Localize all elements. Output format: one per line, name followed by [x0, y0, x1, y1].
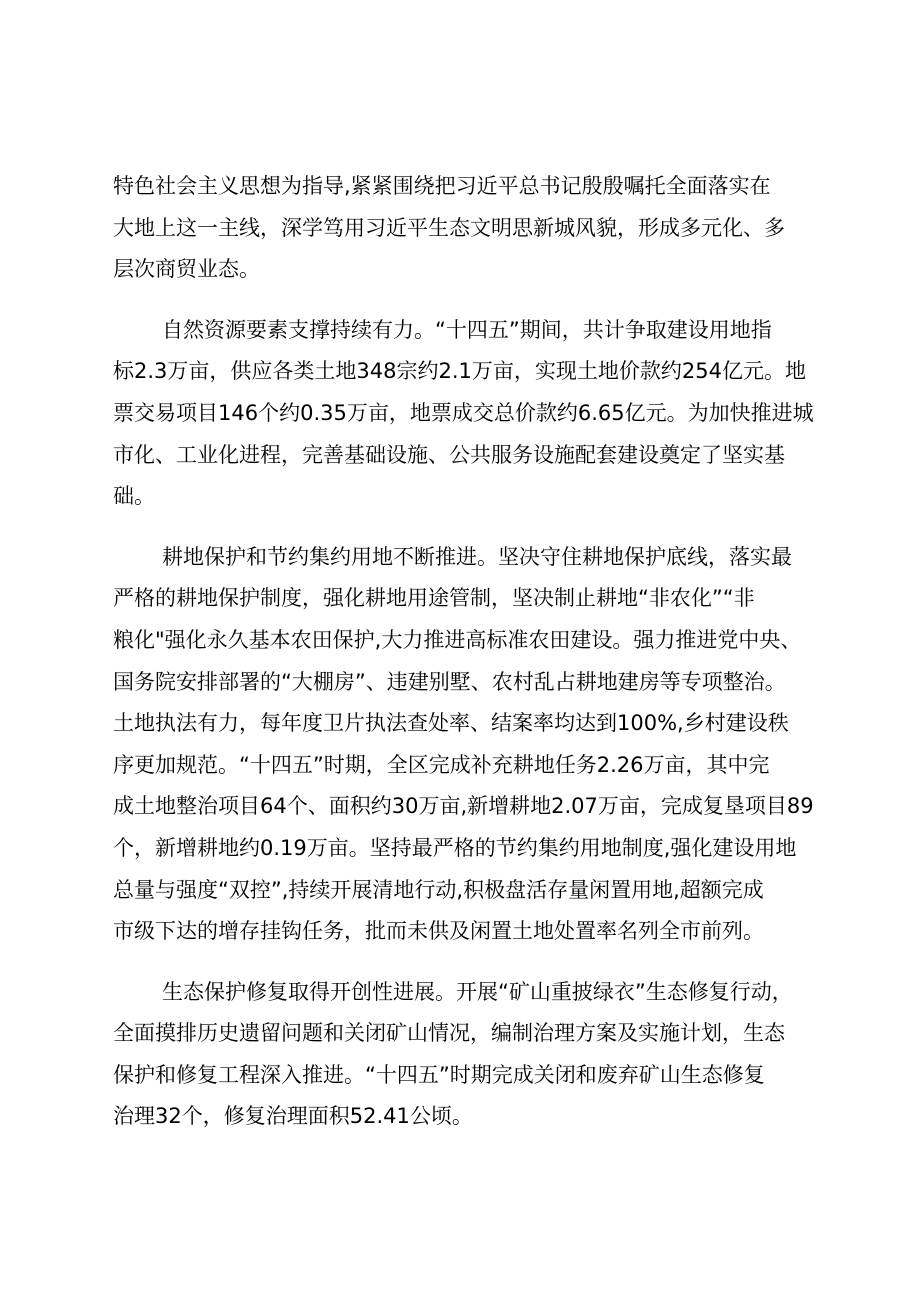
text-line: 市级下达的增存挂钩任务，批而未供及闲置土地处置率名列全市前列。 [113, 919, 764, 944]
text-line: 序更加规范。“十四五”时期，全区完成补充耕地任务2.26万亩，其中完 [113, 752, 770, 777]
text-line: 土地执法有力，每年度卫片执法查处率、结案率均达到100%,乡村建设秩 [113, 711, 789, 736]
text-line: 大地上这一主线，深学笃用习近平生态文明思新城风貌，形成多元化、多 [113, 215, 785, 240]
text-line: 层次商贸业态。 [113, 257, 260, 282]
text-line: 粮化"强化永久基本农田保护,大力推进高标准农田建设。强力推进党中央、 [113, 627, 802, 652]
text-line: 特色社会主义思想为指导,紧紧围绕把习近平总书记殷殷嘱托全面落实在 [113, 174, 771, 198]
text-line: 础。 [113, 484, 155, 509]
text-line: 治理32个，修复治理面积52.41公顷。 [113, 1104, 473, 1129]
paragraph-3 [113, 537, 813, 953]
text-line: 总量与强度“双控”,持续开展清地行动,积极盘活存量闲置用地,超额完成 [113, 877, 764, 902]
text-line: 自然资源要素支撑持续有力。“十四五”期间，共计争取建设用地指 [162, 317, 772, 342]
text-line: 国务院安排部署的“大棚房”、违建别墅、农村乱占耕地建房等专项整治。 [113, 669, 786, 694]
text-line: 标2.3万亩，供应各类土地348宗约2.1万亩，实现土地价款约254亿元。地 [113, 359, 806, 384]
paragraph-4 [113, 972, 813, 1138]
text-line: 成土地整治项目64个、面积约30万亩,新增耕地2.07万亩，完成复垦项目89 [113, 794, 814, 819]
text-line: 保护和修复工程深入推进。“十四五”时期完成关闭和废弃矿山生态修复 [113, 1062, 765, 1087]
paragraph-gap [113, 953, 813, 972]
body-text [113, 166, 813, 1138]
text-line: 严格的耕地保护制度，强化耕地用途管制，坚决制止耕地“非农化”“非 [113, 586, 755, 611]
text-line: 耕地保护和节约集约用地不断推进。坚决守住耕地保护底线，落实最 [162, 544, 792, 569]
paragraph-1 [113, 166, 813, 291]
text-line: 全面摸排历史遗留问题和关闭矿山情况，编制治理方案及实施计划，生态 [113, 1021, 785, 1046]
text-line: 票交易项目146个约0.35万亩，地票成交总价款约6.65亿元。为加快推进城 [113, 400, 814, 425]
text-line: 个，新增耕地约0.19万亩。坚持最严格的节约集约用地制度,强化建设用地 [113, 835, 797, 860]
paragraph-gap [113, 291, 813, 310]
paragraph-gap [113, 518, 813, 537]
text-line: 生态保护修复取得开创性进展。开展“矿山重披绿衣”生态修复行动， [162, 979, 793, 1004]
paragraph-2 [113, 310, 813, 518]
text-line: 市化、工业化进程，完善基础设施、公共服务设施配套建设奠定了坚实基 [113, 442, 785, 467]
